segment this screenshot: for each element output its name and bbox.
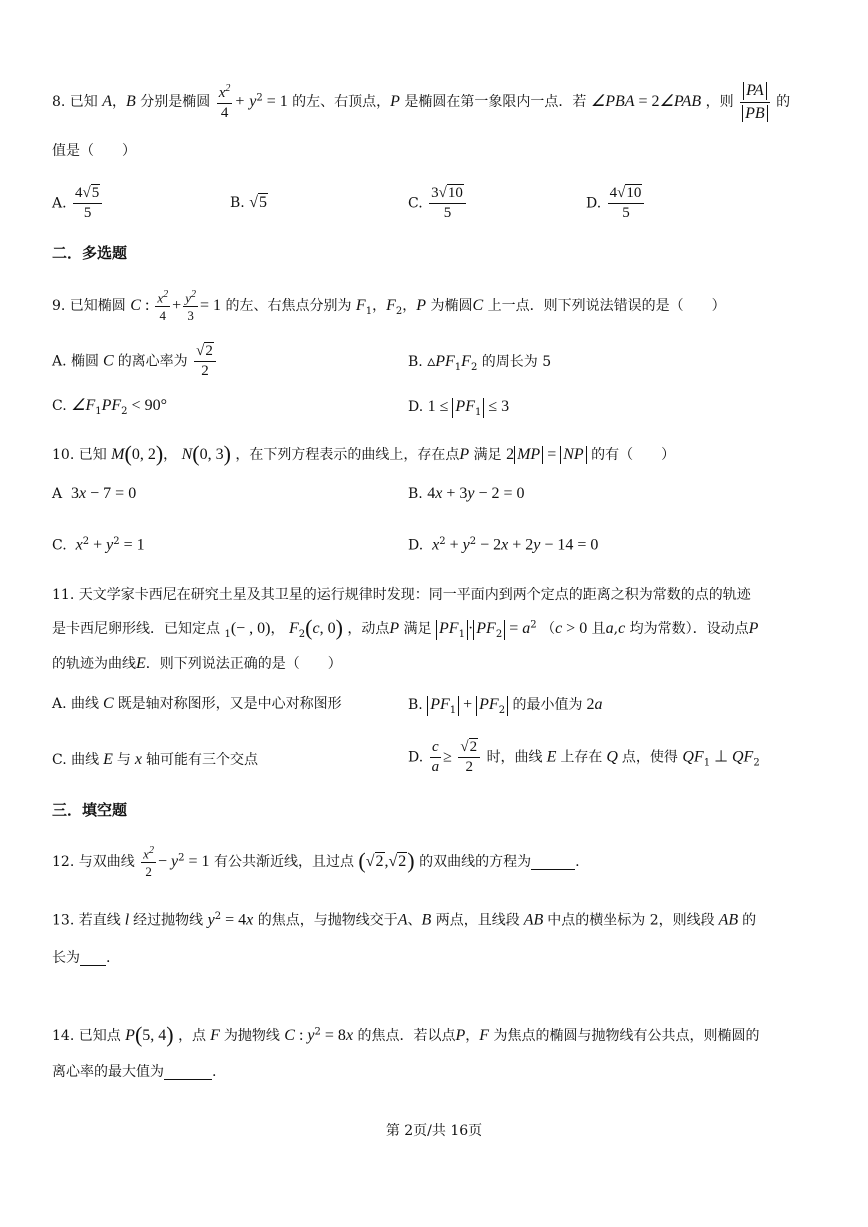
q10-option-d[interactable]: D. $x^2 + y^2 - 2x + 2y - 14 = 0$ [408, 536, 599, 554]
section-heading-multi: 二．多选题 [52, 244, 128, 262]
q11-line1: 11. 天文学家卡西尼在研究土星及其卫星的运行规律时发现：同一平面内到两个定点的距离之积为常数的点的轨迹 [52, 587, 751, 603]
q10-stem: 10. 已知 M(0, 2)， N(0, 3) ，在下列方程表示的曲线上，存在点P 满足 2 MP = NP 的有（ ） [52, 441, 676, 466]
q10-option-b[interactable]: B. 4x + 3y − 2 = 0 [408, 485, 525, 502]
q9-option-c[interactable]: C. $\angle F_1PF_2 < 90^\circ$ [52, 397, 167, 417]
q8-option-a[interactable]: A. $\frac{4√5}{5}$ [52, 186, 104, 221]
q8-option-c[interactable]: C. $\frac{3√10}{5}$ [408, 186, 468, 221]
q8-line2: 值是（ ） [52, 143, 136, 159]
q10-option-a[interactable]: A 3x − 7 = 0 [52, 485, 137, 502]
q9-stem: 9. 已知椭圆 C : $\frac{x^2}{4}$ + $\frac{y^2}{3}$ = 1 的左、右焦点分别为 $F_1$，$F_2$，P 为椭圆C 上一点．则下列说法错误的是（ ） [52, 289, 726, 324]
q11-option-d[interactable]: D. $\frac{c}{a}$ ≥ $\frac{√2}{2}$ 时，曲线 E 上存在 Q 点，使得 $QF_1$ ⊥ $QF_2$ [408, 739, 760, 775]
q9-option-b[interactable]: B. $▵PF_1F_2$ 的周长为 5 [408, 353, 552, 373]
q11-line2: 是卡西尼卵形线．已知定点 $_1$(− , 0)， $F_2(c$, 0) ，动点P 满足 $PF_1 \cdot PF_2 = a^2$ （c > 0 且a,c 均为常数）．设动点P [52, 615, 759, 640]
q8-option-b[interactable]: B. √5 [230, 194, 267, 211]
page-footer: 第 2页/共 16页 [385, 1123, 483, 1139]
q13-line2: 长为 . [52, 950, 111, 966]
q9-option-d[interactable]: D. $1 \le PF_1 \le 3$ [408, 398, 510, 418]
q11-option-a[interactable]: A. 曲线 C 既是轴对称图形，又是中心对称图形 [52, 695, 342, 712]
q8-option-d[interactable]: D. $\frac{4√10}{5}$ [586, 186, 646, 221]
q8-line1: 8. 已知 A，B 分别是椭圆 $\frac{x^2}{4}$ + $y^2 = 1$ 的左、右顶点，P 是椭圆在第一象限内一点．若 ∠PBA = 2∠PAB ，则 $\frac{PA}{PB}$ 的 [52, 82, 791, 122]
q10-option-c[interactable]: C. $x^2 + y^2 = 1$ [52, 536, 145, 554]
q11-option-c[interactable]: C. 曲线 E 与 x 轴可能有三个交点 [52, 751, 259, 768]
q14-line1: 14. 已知点 P(5, 4) ，点 F 为抛物线 C : $y^2 = 8x$ 的焦点．若以点P，F 为焦点的椭圆与抛物线有公共点，则椭圆的 [52, 1022, 760, 1047]
q12: 12. 与双曲线 $\frac{x^2}{2}$ − $y^2 = 1$ 有公共渐近线，且过点 (√2,√2) 的双曲线的方程为 . [52, 845, 580, 880]
q9-option-a[interactable]: A. 椭圆 C 的离心率为 $\frac{√2}{2}$ [52, 344, 218, 379]
q11-line3: 的轨迹为曲线E．则下列说法正确的是（ ） [52, 655, 342, 672]
q11-option-b[interactable]: B. $PF_1 + PF_2$ 的最小值为 2a [408, 696, 603, 716]
q13-line1: 13. 若直线 l 经过抛物线 $y^2 = 4x$ 的焦点，与抛物线交于A、B 两点，且线段 AB 中点的横坐标为 2，则线段 AB 的 [52, 911, 757, 929]
section-heading-fill: 三．填空题 [52, 801, 128, 819]
q14-line2: 离心率的最大值为 . [52, 1064, 217, 1080]
